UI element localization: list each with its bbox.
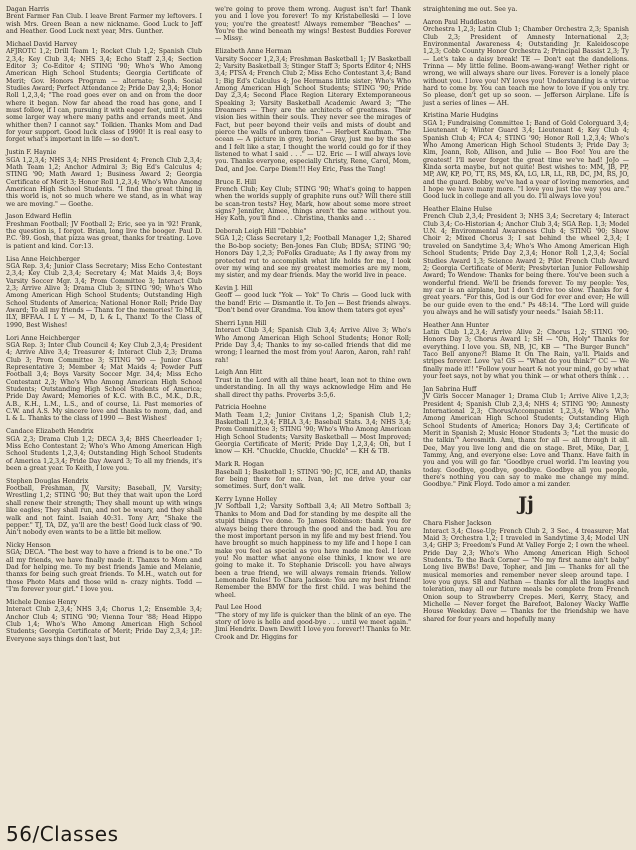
senior-bio: we're going to prove them wrong. August isn't far! Thank you and I love you forever! To my Kristabelleski — I love you; you're the greatest! Always remember "Beaches" — You're the wind beneath my wings! Bestest Buddies Forever — Missy. (215, 6, 411, 43)
column-3 (423, 6, 629, 842)
senior-name: Lori Anne Heichberger (6, 334, 80, 342)
senior-bio: French Club 2,3,4; President 3; NHS 3,4; Secretary 4; Interact Club 3,4; Co-Historian 4; Anchor Club 3,4; SGA Rep. 1,3; Model U.N. 4; Environmental Awareness Club 4; STING '90; Show Choir 2; Mixed Chorus 3; I sat behind the wheel 2,3,4; I traveled on Sandytime 3,4; Who's Who Among American High School Students; Pride Day 2,3,4; Honor Roll 1,2,3,4; Social Studies Award 1,3; Science Award 2; Pilot French Club Award 2; Georgia Certificate of Merit; Presbyterian Junior Fellowship Award; To Wendow: Thanks for being there. You've been such a wonderful friend. We'll be friends forever. To my people: Yes, my car is an airplane, but I don't drive too slow. Thanks for 4 great years. "For this, God is our God for ever and ever; He will be our guide even to the end." Ps 48:14. "The Lord will guide you always and he will satisfy your needs." Isaiah 58:11. (423, 213, 629, 316)
senior-entry (215, 369, 411, 398)
senior-name: Kerry Lynne Holley (215, 496, 277, 504)
senior-entry (6, 6, 202, 35)
senior-entry (423, 322, 629, 381)
senior-entry (215, 285, 411, 314)
column-2 (215, 6, 411, 842)
senior-entry (215, 6, 411, 43)
senior-entry (215, 48, 411, 173)
senior-entry (215, 404, 411, 455)
senior-name: Michael David Harvey (6, 40, 78, 48)
senior-entry (423, 6, 629, 13)
senior-bio: Interact Club 2,3,4; NHS 3,4; Chorus 1,2; Ensemble 3,4; Anchor Club 4; STING '90; Vienna Tour '88; Head Hippo Club 1,4; Who's Who Among American High School Students; Georgia Certificate of Merit; Pride Day 2,3,4; J.P.: Everyone says things don't last, but (6, 606, 202, 643)
senior-bio: SGA 1,2; Class Secretary 1,2; Football Manager 1,2; Shared the Bo-bop society; Ben-Jones Fan Club; BDSA; STING '90; Honors Day 1,2,3; PoFolks Graduate; As I fly away from my protected rut to accomplish what life holds for me, I look over my wing and see my greatest memories are my mom, my sister, and my dear friends. May the world live in peace. (215, 235, 411, 280)
senior-name: Chara Fisher Jackson (423, 520, 492, 528)
senior-bio: SGA 1; Fundraising Committee 1; Band of Gold Colorguard 3,4; Lieutenant 4; Winter Guard 3,4; Lieutenant 4; Key Club 4; Spanish Club 4; FCA 4; STING '90; Honor Roll 1,2,3,4; Who's Who Among American High School Students 3; Pride Day 3; Kim, Joann, Rob, Allison, and Julie — Boo Foo! You are the greatest! I'll never forget the great time we've had! JoJo — Kinda sorta maybe, but not quite! Best wishes to: MM, JB, PP, MP, AW, KP, PO, TT, RS, MS, KA, LG, LR, LL, RB, DC, JM, RS, JO, and the guard. Bobby, we've had a year of loving memories, and I hope we have many more. "I love you just the way you are." Good luck in college and all you do. I'll always love you! (423, 119, 629, 201)
senior-bio: Interact 3,4; Close-Up; French Club 2, 3 Sec., 4 treasurer; Mat Maid 3; Orchestra 1,2; I traveled in Sandytime 3,4; Model UN 3,4; GHP 3; Freedom's Fund At Valley Forge 2; I own the wheel. Pride Day 2,3; Who's Who Among American High School Students. To the Back Corner — "No my first name ain't baby" Long live BWBs! Dave, Topher, and Jim — Thanks for all the musical memories and remember never sleep around tape. I love you guys. SB and Nathan — thanks for all the laughs and toleration, may all our future meals be complete from French Onion soup to Strawberry Crepes. Meri, Kerry, Stacy, and Michelle — Never forget the Barefoot, Baloney Wacky Waffle House Weekday. Dave — Thanks for the friendship we have shared for four years and hopefully many (423, 527, 629, 623)
senior-name: Mark R. Hogan (215, 461, 264, 469)
senior-bio: Math Team 1,2; Junior Civitans 1,2; Spanish Club 1,2; Basketball 1,2,3,4; FBLA 3,4; Baseball Stats. 3,4; NHS 3,4; Prom Committee 3; STING '90; Who's Who Among American High School Students; Varsity Basketball — Most Improved; Georgia Certificate of Merit; Pride Day 1,2,3,4; Oh, but I know — KH. "Chuckle, Chuckle, Chuckle" — KH & TB. (215, 411, 411, 456)
senior-name: Stephen Douglas Hendrix (6, 477, 89, 485)
senior-entry (215, 604, 411, 641)
senior-name: Michele Denise Henry (6, 598, 78, 606)
senior-bio: Varsity Soccer 1,2,3,4; Freshman Basketball 1; JV Basketball 2; Varsity Basketball 3; Stinger Staff 3; Sports Editor 4; NHS 3,4; PTSA 4; French Club 2; Miss Echo Contestant 3,4; Band 1; Big Ed's Calculus 4; Joe Hermans little sister; Who's Who Among American High School Students; STING '90; Pride Day 2,3,4; Second Place Region Literary Extemporaneous Speaking 3; Varsity Basketball Academic Award 3; "The Dreamers — They are the architects of greatness. Their vision lies within their souls. They never see the mirages of Fact, but peer beyond their veils and mists of doubt and pierce the walls of unborn time." — Herbert Kaufman. "The ocean — A picture in grey, borian Gray, just me by the sea and I felt like a star, I thought the world could go for if they listened to what I said . . ." — U2. Eric — I will always love you. Thanks everyone, especially Christy, Rene, Carol, Mom, Dad, and Joe. Carpe Diem!!! Hey Eric, Pass the Tang! (215, 55, 411, 173)
senior-name: Leigh Ann Hitt (215, 369, 263, 377)
senior-bio: AFJROTC 1,2; Drill Team 1; Rocket Club 1,2; Spanish Club 2,3,4; Key Club 3,4; NHS 3,4; Echo Staff 2,3,4; Section Editor 3; Co-Editor 4; STING '90; Who's Who Among American High School Students; Georgia Certificate of Merit; Gov. Honors Program — alternate; Soph. Social Studies Award; Perfect Attendance 2; Pride Day 2,3,4; Honor Roll 1,2,3,4; "The road goes ever on and on from the door where it began. Now far ahead the road has gone, and I must follow, if I can, pursuing it with eager feet, until it joins some larger way where many paths and errands meet. And whither then? I cannot say." Tolkien. Thanks Mom and Dad for your support. Good luck class of 1990! It is real easy to forget what's important in life — so don't. (6, 48, 202, 144)
senior-entry (215, 320, 411, 364)
senior-entry (423, 386, 629, 489)
senior-name: Kristina Marie Hudgins (423, 112, 499, 120)
senior-bio: Freshman Football; JV Football 2; Eric, see ya in '92! Frank, the question is, I forgot. Brian, long live the booger. Paul D. P.C. '89. Gosh, that pizza was great, thanks for treating. Love is patient and kind. Cor:13. (6, 220, 202, 250)
senior-name: Sherri Lynn Hill (215, 319, 267, 327)
senior-entry (423, 520, 629, 623)
senior-entry (6, 149, 202, 208)
senior-name: Kevin J. Hill (215, 285, 253, 293)
senior-bio: Interact Club 3,4; Spanish Club 3,4; Arrive Alive 3; Who's Who Among American High School Students; Honor Roll; Pride Day 3,4; Thanks to my so-called friends that did me wrong; I learned the most from you! Aaron, Aaron, rah! rah! rah! (215, 327, 411, 364)
senior-bio: straightening me out. See ya. (423, 6, 518, 13)
senior-name: Jan Sabrina Huff (423, 386, 477, 393)
senior-bio: Orchestra 1,2,3; Latin Club 1; Chamber Orchestra 2,3; Spanish Club 2,3; President of Amnesty International 2,3; Environmental Awareness 4; Outstanding Jr. Kaleidoscope 1,2,3; Cobb County Honor Orchestra 2; Principal Bassist 2,3; Ty — Let's take a daisy break! TE — Don't eat the dandelions. Trinna — My little feline. Boom-awang-wang! Wether right or wrong, we will always share our lives. Forever is a lonely place without you. I love you! NY loves you! Understanding is a virtue hard to come by. You can teach me how to love if you only try. So please, don't get up so soon. — Jefferson Airplane. Life is just a series of lines — AH. (423, 26, 629, 107)
senior-name: Nicky Henson (6, 542, 51, 550)
senior-bio: Trust in the Lord with all thine heart, lean not to thine own understanding. In all thy ways acknowledge Him and He shall direct thy paths. Proverbs 3:5,6. (215, 376, 411, 399)
senior-name: Lisa Anne Heichberger (6, 255, 80, 263)
senior-bio: SGA Rep. 3,4; Junior Class Secretary; Miss Echo Contestant 2,3,4; Key Club 2,3,4; Secretary 4; Mat Maids 3,4; Boys Varsity Soccer Mgr. 3,4; Prom Committee 3; Interact Club 2,3; Arrive Alive 3; Drama Club 3; STING '90; Who's Who Among American High School Students; Outstanding High School Students of America; National Honor Roll; Pride Day Award; To all my friends — Thanx for the memories! To MLR, ILY, BFFAA. I L Y — M, D, L & L, Thanx! To the Class of 1990, Best Wishes! (6, 263, 203, 329)
senior-bio: Geoff — good luck "Yok — Yok" To Chris — Good luck with the band! Eric — Dismantle it. To Jen — Best friends always. "Don't bend over Grandma. You know them taters got eyes" (215, 292, 411, 315)
senior-entry (6, 478, 202, 537)
senior-bio: SGA; DECA. "The best way to have a friend is to be one." To all my friends, we have finally made it. Thanxs to Mom and Dad for helping me. To my best friends Jamie and Melanie, thanxs for being such great friends. To M.H., watch out for those Photo Mats and those wild n- crazy nights. Todd — "I'm forever your girl." I love you. (6, 549, 202, 594)
senior-bio: SGA Rep. 3; Inter Club Council 4; Key Club 2,3,4; President 4; Arrive Alive 3,4; Treasurer 4; Interact Club 2,3; Drama Club 3; Prom Committee 3; STING '90 — Junior Class Representative 3; Member 4; Mat Maids 4; Powder Puff Football 3,4; Boys Varsity Soccer Mgr. 34,4; Miss Echo Contestant 2,3; Who's Who Among American High School Students; Outstanding High School Students of America; Pride Day Award; Memories of K.C. with B.C., M.K., D.R., A.B., K.H., L.M., L.S., and of course, Li. Past memories of C.W. and A.S. My sincere love and thanks to mom, dad, and L & L. Thanks to the class of 1990 — Best Wishes! (6, 341, 202, 423)
senior-bio: Football, Freshman, JV, Varsity; Baseball, JV, Varsity; Wrestling 1,2; STING '90; But they that wait upon the Lord shall renew their strength; They shall mount up with wings like eagles; They shall run, and not be weary, and they shall walk and not faint. Isaiah 40:31. Tony Arr, "Shake the pepper." TJ, TA, DZ, ya'll are the best! Good luck class of '90. Ain't nobody even wants to be a little bit mellow. (6, 485, 202, 537)
senior-bio: Baseball 1; Basketball 1; STING '90; JC, ICE, and AD, thanks for being there for me. Ivan, let me drive your car sometimes. Surf, don't walk. (215, 468, 411, 491)
senior-bio: French Club; Key Club; STING '90; What's going to happen when the worlds supply of graphite runs out? Will there still be scan-tron tests? Hey, Mark, how about some more street signs? Jennifer, Aimee, things aren't the same without you. Hey Kath, you'll find . . . Christina, thanks and . . . (215, 185, 411, 223)
senior-entry (6, 428, 202, 472)
senior-name: Paul Lee Hood (215, 604, 262, 612)
senior-name: Bruce E. Hill (215, 178, 257, 186)
page-footer: 56/Classes (6, 822, 119, 846)
senior-entry (6, 213, 202, 250)
senior-name: Jason Edward Heflin (6, 213, 72, 221)
senior-entry (423, 112, 629, 200)
senior-bio: SGA 2,3; Drama Club 1,2; DECA 3,4; BHS Cheerleader 1; Miss Echo Contestant 2; Who's Who Among American High School Students 1,2,3,4; Outstanding High School Students of America 1,2,3,4; Pride Day Award 3; To all my friends, it's been a great year. To Keith, I love you. (6, 435, 202, 472)
senior-bio: "The story of my life is quicker than the blink of an eye. The story of love is hello and good-bye . . . until we meet again." Jimi Hendrix. Dawn Dewitt I love you forever!! Thanks to Mr. Crook and Dr. Higgins for (215, 611, 411, 641)
senior-name: Patricia Hoehne (215, 404, 267, 412)
senior-name: Heather Ann Hunter (423, 321, 489, 329)
senior-bio: Latin Club 1,2,3,4; Arrive Alive 2; Chorus 1,2; STING '90; Honors Day 3; Chorus Award 1; SH — "Oh, Holy" Thanks for everything. I love you. SB, NB, JC, KB — "The Burger Bunch" Taco Bell anyone?! Blame It On The Rain, ya'll. Plaids and stripes forever. Love 'ya! GS — "What do you think?" CC — We finally made it!! "Follow your heart & not your mind, go by what your feet says, not by what you think — or what others think . . . (423, 329, 629, 381)
senior-entry (6, 599, 202, 643)
senior-entry (6, 256, 202, 329)
senior-entry (215, 228, 411, 279)
senior-name: Dagan Harris (6, 6, 50, 13)
senior-name: Justin F. Haynie (6, 149, 57, 157)
senior-bio: JV Softball 1,2; Varsity Softball 3,4; All Metro Softball 3; Thanks to Mom and Dad for standing by me despite all the stupid things I've done. To James Robinson: thank you for always being there through the good and the bad. You are the most important person in my life and my best friend. You have brought so much happiness to my life and I hope I can make you feel as special as you have made me feel. I love you! No matter what anyone else thinks, I know we are going to make it. To Stephanie Driscoll: you have always been a true friend, we will always remain friends. Yellow Lemonade Rules! To Chara Jackson: You are my best friend! Remember the BMW for the first child. I was behind the wheel. (215, 503, 411, 599)
senior-entry (423, 19, 629, 107)
senior-name: Deborah Leigh Hill "Debbie" (215, 228, 307, 236)
senior-entry (6, 335, 202, 423)
column-1 (6, 6, 202, 821)
senior-name: Aaron Paul Huddleston (423, 18, 497, 26)
senior-entry (215, 461, 411, 490)
senior-entry (215, 179, 411, 223)
senior-bio: Brent Farmer Fan Club. I leave Brent Farmer my leftovers. I wish Mrs. Green Bean a new nickname. Good Luck to Jeff and Heather. Good Luck next year, Mrs. Gunther. (6, 13, 202, 36)
senior-entry (6, 41, 202, 144)
section-letter: Jj (518, 493, 534, 516)
senior-bio: SGA 1,2,3,4; NHS 3,4; NHS President 4; French Club 2,3,4; Math Team 1,2; Anchor Admiral 3; Big Ed's Calculus 4; STING '90; Math Award 1; Business Award 2; Georgia Certificate of Merit 3; Honor Roll 1,2,3,4; Who's Who Among American High School Students. "I find the great thing in this world is, not so much where we stand, as in what way we are moving." — Goethe. (6, 156, 202, 208)
senior-name: Candace Elizabeth Hendrix (6, 428, 94, 436)
senior-entry (6, 542, 202, 593)
senior-entry (215, 496, 411, 599)
senior-name: Elizabeth Anne Herman (215, 48, 292, 56)
senior-bio: JV Girls Soccer Manager 1; Drama Club 1; Arrive Alive 1,2,3; President 4; Spanish Club 2,3,4; NHS 4; STING '90; Amnesty International 2,3; Chorus/Accompanist 1,2,3,4; Who's Who Among American High School Students; Outstanding High School Students of America; Honors Day 3,4; Certificate of Merit in Spanish 2; Music Honor Students 3; "Let the music do the talkin'" Aerosmith. Ami, thanx for all — all through it all. Dee, May you live long and die on stage. Bret, Mike, Dar, J, Tammy, Ang, and everyone else: Love and Thanx. Have faith in you and you will go far. "Goodbye cruel world. I'm leaving you today. Goodbye, goodbye, goodbye. Goodbye all you people, there's nothing you can say to make me change my mind. Goodbye." Pink Floyd. Todo amor a mi zander. (423, 393, 629, 489)
senior-name: Heather Elaine Hulse (423, 206, 492, 214)
senior-entry (423, 206, 629, 316)
